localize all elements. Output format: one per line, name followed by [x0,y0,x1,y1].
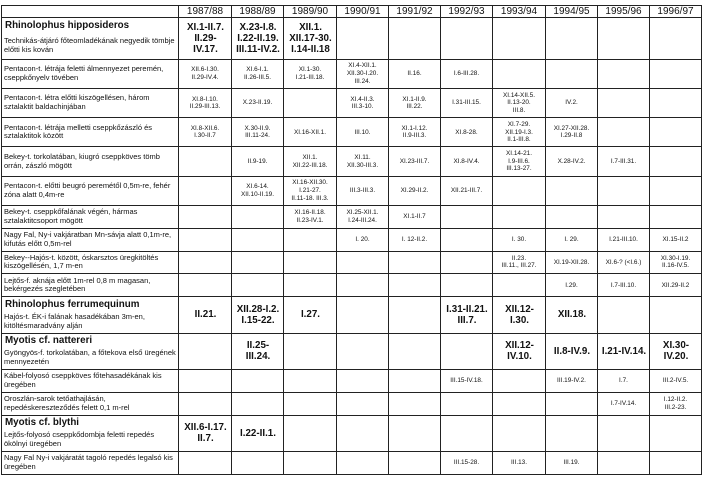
date-range-cell [650,176,702,205]
date-range-cell [284,274,337,297]
date-range-cell: I.22-II.1. [232,415,284,451]
date-range-cell: XI.30-I.19. II.16-IV.5. [650,251,702,274]
location-cell: Hajós-t. ÉK-i falának hasadékában 3m-en, kitöltésmaradvány alján [2,311,179,333]
date-range-cell [546,176,598,205]
date-range-cell [650,59,702,88]
date-range-cell [284,251,337,274]
date-range-cell [650,88,702,117]
date-range-cell [493,176,546,205]
date-range-cell: X.28-IV.2. [546,147,598,176]
date-range-cell [493,392,546,415]
date-range-cell [284,333,337,369]
date-range-cell: XI.25-XII.1. I.24-III.24. [337,205,389,228]
date-range-cell [337,274,389,297]
location-cell: Oroszlán-sarok tetőathajlásán, repedéskereszteződés felett 0,1 m-rel [2,392,179,415]
date-range-cell [546,392,598,415]
date-range-cell [441,333,493,369]
location-cell: Lejtős-f. aknája előtt 1m-rel 0,8 m magasan, bekérgezés szegletében [2,274,179,297]
date-range-cell: I. 12-II.2. [389,228,441,251]
date-range-cell: XI.6-? (<I.6.) [598,251,650,274]
date-range-cell: XI.8-28. [441,118,493,147]
species-heading: Rhinolophus ferrumequinum [2,297,179,311]
date-range-cell: II.25-III.24. [232,333,284,369]
date-range-cell: XI.16-II.18. II.23-IV.1. [284,205,337,228]
date-range-cell [650,297,702,333]
date-range-cell [650,18,702,60]
date-range-cell: XII.6-I.30. II.29-IV.4. [179,59,232,88]
date-range-cell: II.16. [389,59,441,88]
date-range-cell: I.7-IV.14. [598,392,650,415]
date-range-cell: XI.1-II.9. III.22. [389,88,441,117]
date-range-cell [493,59,546,88]
location-cell: Kábel-folyosó cseppköves főtehasadékának kis üregében [2,369,179,392]
date-range-cell: I.6-III.28. [441,59,493,88]
location-cell: Pentacon-t. létra előtti kiszögellésen, három sztalaktit baldachinjában [2,88,179,117]
date-range-cell [546,59,598,88]
date-range-cell [389,297,441,333]
species-heading: Myotis cf. blythi [2,415,179,429]
table-row [2,59,702,88]
date-range-cell [337,251,389,274]
date-range-cell: X.23-II.19. [232,88,284,117]
date-range-cell: X.30-II.9. III.11-24. [232,118,284,147]
date-range-cell [598,59,650,88]
date-range-cell: I.7-III.31. [598,147,650,176]
date-range-cell: XI.16-XII.1. [284,118,337,147]
date-range-cell: XI.30-IV.20. [650,333,702,369]
header-row [2,6,702,18]
location-cell: Nagy Fal Ny-i vakjáratát tagoló repedés legalsó kis üregében [2,452,179,475]
table-row [2,118,702,147]
date-range-cell [598,88,650,117]
date-range-cell: XII.21-III.7. [441,176,493,205]
date-range-cell: II.23. III.11., III.27. [493,251,546,274]
location-cell: Nagy Fal, Ny-i vakjáratban Mn-sávja alatt 0,1m-re, kifutás előtt 0,5m-rel [2,228,179,251]
date-range-cell [232,251,284,274]
date-range-cell: XI.8-IV.4. [441,147,493,176]
species-group-row [2,297,702,311]
survey-document [1,5,701,475]
date-range-cell [598,415,650,451]
date-range-cell [232,205,284,228]
date-range-cell [179,228,232,251]
location-cell: Pentacon-t. létrája feletti álmennyezet peremén, cseppkőnyelv tövében [2,59,179,88]
date-range-cell [232,392,284,415]
date-range-cell [441,274,493,297]
date-range-cell [179,333,232,369]
date-range-cell [389,274,441,297]
year-header: 1988/89 [232,6,284,18]
date-range-cell [232,369,284,392]
date-range-cell [284,228,337,251]
date-range-cell [650,452,702,475]
corner-cell [2,6,179,18]
date-range-cell [441,392,493,415]
date-range-cell [546,18,598,60]
date-range-cell [337,392,389,415]
date-range-cell: XI.7-29. XII.19-I.3. II.1-III.8. [493,118,546,147]
date-range-cell: XI.27-XII.28. I.29-II.8 [546,118,598,147]
date-range-cell [284,415,337,451]
date-range-cell: IV.2. [546,88,598,117]
location-cell: Bekey--Hajós-t. között, óskarsztos üregkitöltés kiszögellésén, 1,7 m-en [2,251,179,274]
date-range-cell [337,415,389,451]
table-row [2,452,702,475]
date-range-cell: XII.12-I.30. [493,297,546,333]
year-header: 1987/88 [179,6,232,18]
date-range-cell [493,415,546,451]
date-range-cell: XI.4-II.3. III.3-10. [337,88,389,117]
date-range-cell [493,205,546,228]
date-range-cell: XII.1. XII.17-30. I.14-II.18 [284,18,337,60]
year-header: 1990/91 [337,6,389,18]
date-range-cell [389,333,441,369]
location-cell: Lejtős-folyosó cseppkődombja feletti repedés ökölnyi üregében [2,429,179,451]
date-range-cell [284,369,337,392]
date-range-cell [232,228,284,251]
date-range-cell: III.10. [337,118,389,147]
table-row [2,228,702,251]
date-range-cell: I.31-III.15. [441,88,493,117]
date-range-cell [598,118,650,147]
date-range-cell [650,205,702,228]
date-range-cell: X.23-I.8. I.22-II.19. III.11-IV.2. [232,18,284,60]
species-group-row [2,415,702,429]
year-header: 1991/92 [389,6,441,18]
table-body [2,18,702,475]
date-range-cell [337,333,389,369]
date-range-cell [284,392,337,415]
date-range-cell [179,176,232,205]
date-range-cell [598,18,650,60]
date-range-cell: XI.15-II.2 [650,228,702,251]
date-range-cell: I.7. [598,369,650,392]
date-range-cell: XI.23-III.7. [389,147,441,176]
date-range-cell: I. 20. [337,228,389,251]
table-row [2,274,702,297]
date-range-cell: I. 29. [546,228,598,251]
species-heading: Myotis cf. nattereri [2,333,179,347]
date-range-cell: XI.6-14. XII.10-II.19. [232,176,284,205]
date-range-cell [232,274,284,297]
date-range-cell: I.21-III.10. [598,228,650,251]
date-range-cell [441,205,493,228]
table-row [2,251,702,274]
date-range-cell [179,274,232,297]
date-range-cell [493,18,546,60]
date-range-cell: III.13. [493,452,546,475]
date-range-cell [389,251,441,274]
date-range-cell [546,415,598,451]
date-range-cell [598,297,650,333]
date-range-cell: XI.8-I.10. II.29-III.13. [179,88,232,117]
date-range-cell: I. 30. [493,228,546,251]
date-range-cell [284,452,337,475]
date-range-cell [546,205,598,228]
date-range-cell [337,452,389,475]
date-range-cell: XI.11. XII.30-III.3. [337,147,389,176]
location-cell: Bekey-t. torkolatában, kiugró cseppköves tömb orrán, zászló mögött [2,147,179,176]
table-row [2,147,702,176]
date-range-cell: XI.14-XII.5. II.13-20. III.8. [493,88,546,117]
year-header: 1995/96 [598,6,650,18]
date-range-cell: XII.29-II.2 [650,274,702,297]
table-row [2,176,702,205]
species-group-row [2,333,702,347]
location-cell: Bekey-t. cseppkőfalának végén, hármas sztalaktitcsoport mögött [2,205,179,228]
year-header: 1996/97 [650,6,702,18]
date-range-cell [598,205,650,228]
species-group-row [2,18,702,34]
date-range-cell [441,18,493,60]
date-range-cell: XI.14-21. I.9-III.6. III.13-27. [493,147,546,176]
date-range-cell: III.2-IV.5. [650,369,702,392]
date-range-cell: XII.28-I.2. I.15-22. [232,297,284,333]
date-range-cell [179,369,232,392]
date-range-cell [389,452,441,475]
table-row [2,392,702,415]
date-range-cell [389,392,441,415]
date-range-cell: XI.19-XII.28. [546,251,598,274]
table-row [2,205,702,228]
date-range-cell [232,452,284,475]
date-range-cell: I.29. [546,274,598,297]
table-row [2,88,702,117]
date-range-cell [598,452,650,475]
date-range-cell [650,147,702,176]
location-cell: Technikás-átjáró főteomladékának negyedik tömbje előtti kis kován [2,34,179,60]
date-range-cell [179,392,232,415]
date-range-cell [441,251,493,274]
date-range-cell [179,452,232,475]
date-range-cell: I.27. [284,297,337,333]
location-cell: Gyöngyös-f. torkolatában, a főtekova első üregének mennyezetén [2,347,179,369]
table-row [2,369,702,392]
date-range-cell: I.12-II.2. III.2-23. [650,392,702,415]
year-header: 1994/95 [546,6,598,18]
date-range-cell: I.31-II.21. III.7. [441,297,493,333]
date-range-cell: XII.12-IV.10. [493,333,546,369]
date-range-cell: II.8-IV.9. [546,333,598,369]
date-range-cell [284,88,337,117]
date-range-cell [337,18,389,60]
date-range-cell [493,369,546,392]
date-range-cell [598,176,650,205]
date-range-cell [441,415,493,451]
date-range-cell: III.3-III.3. [337,176,389,205]
date-range-cell: XI.8-XII.6. I.30-II.7 [179,118,232,147]
date-range-cell: III.15-28. [441,452,493,475]
year-header: 1989/90 [284,6,337,18]
date-range-cell: XI.4-XII.1. XII.30-I.20. III.24. [337,59,389,88]
date-range-cell: III.15-IV.18. [441,369,493,392]
date-range-cell [441,228,493,251]
location-cell: Pentacon-t. előtti beugró peremétől 0,5m-re, fehér zóna alatt 0,4m-re [2,176,179,205]
date-range-cell [337,297,389,333]
date-range-cell: XII.18. [546,297,598,333]
date-range-cell: II.21. [179,297,232,333]
date-range-cell: XI.1-II.7. II.29-IV.17. [179,18,232,60]
date-range-cell: I.7-III.10. [598,274,650,297]
date-range-cell [389,18,441,60]
bat-roost-table [1,5,702,475]
date-range-cell: III.19-IV.2. [546,369,598,392]
date-range-cell [650,118,702,147]
year-header: 1993/94 [493,6,546,18]
date-range-cell: I.21-IV.14. [598,333,650,369]
date-range-cell [179,251,232,274]
date-range-cell: XII.1. XII.22-III.18. [284,147,337,176]
date-range-cell [179,205,232,228]
date-range-cell: XI.1-II.7 [389,205,441,228]
date-range-cell: III.19. [546,452,598,475]
date-range-cell: XI.1-I.12. II.9-III.3. [389,118,441,147]
date-range-cell: II.9-19. [232,147,284,176]
date-range-cell [389,369,441,392]
year-header: 1992/93 [441,6,493,18]
location-cell: Pentacon-t. létrája melletti cseppkőzászló és sztalaktitok között [2,118,179,147]
date-range-cell [179,147,232,176]
date-range-cell: XII.6-I.17. II.7. [179,415,232,451]
date-range-cell: XI.29-II.2. [389,176,441,205]
species-heading: Rhinolophus hipposideros [2,18,179,34]
date-range-cell: XI.1-30. I.21-III.18. [284,59,337,88]
date-range-cell [389,415,441,451]
date-range-cell [337,369,389,392]
date-range-cell: XI.16-XII.30. I.21-27. II.11-18. III.3. [284,176,337,205]
date-range-cell [493,274,546,297]
date-range-cell [650,415,702,451]
date-range-cell: XI.6-I.1. II.26-III.5. [232,59,284,88]
